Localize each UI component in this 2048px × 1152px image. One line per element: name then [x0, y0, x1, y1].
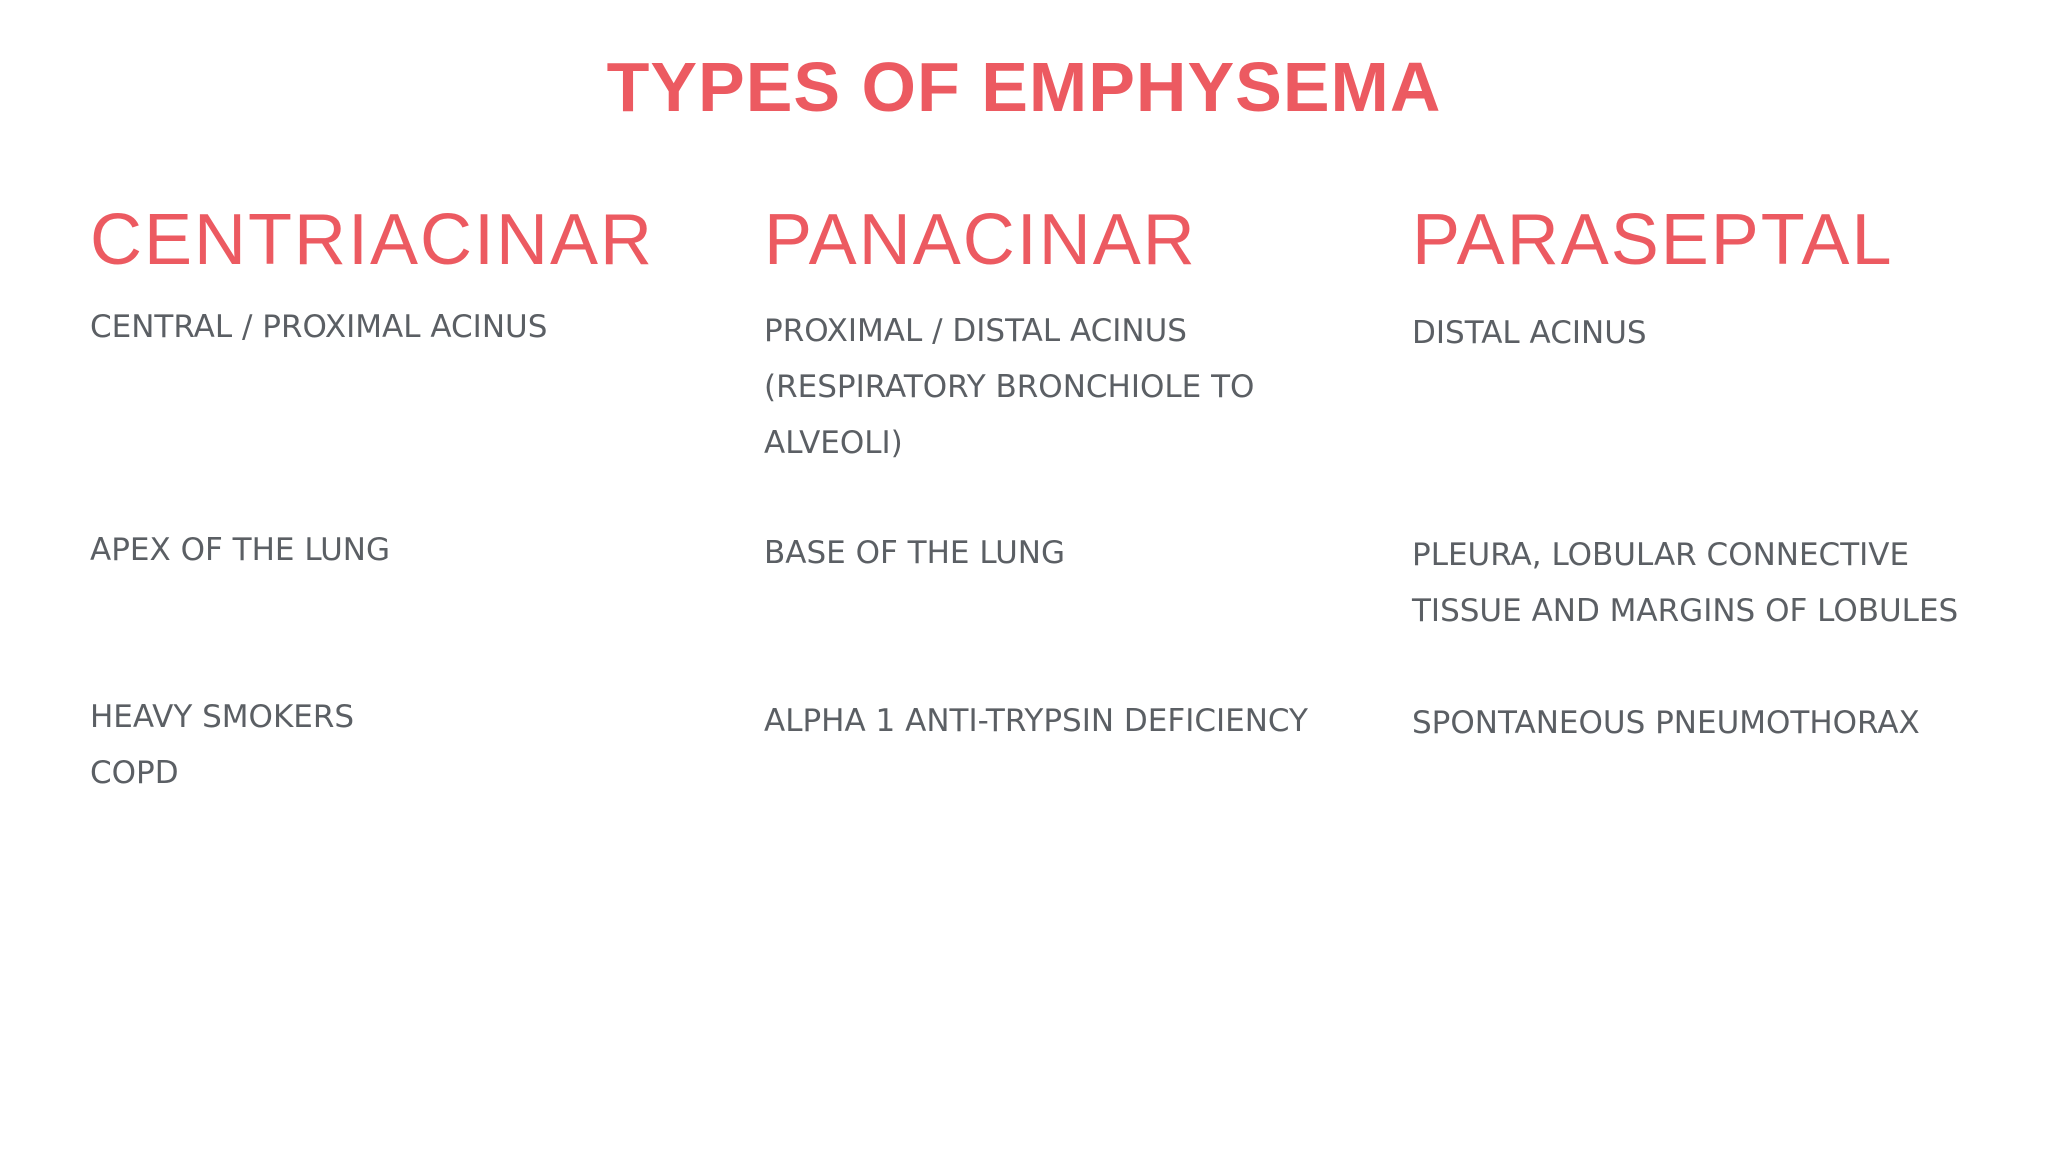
- location-text: [90, 299, 547, 355]
- text-line: COPD: [90, 755, 179, 791]
- location-text: [764, 303, 1254, 471]
- column-heading: CENTRIACINAR: [90, 200, 655, 280]
- text-line: ALVEOLI): [764, 425, 903, 461]
- association-text: [764, 693, 1308, 749]
- association-text: [90, 689, 354, 801]
- text-line: PLEURA, LOBULAR CONNECTIVE: [1412, 537, 1910, 573]
- text-line: (RESPIRATORY BRONCHIOLE TO: [764, 369, 1255, 405]
- slide-title: TYPES OF EMPHYSEMA: [606, 48, 1442, 126]
- region-text: [90, 522, 390, 578]
- location-text: [1412, 305, 1647, 361]
- region-text: [764, 525, 1065, 581]
- column-heading: PANACINAR: [764, 200, 1197, 280]
- text-line: CENTRAL / PROXIMAL ACINUS: [90, 309, 548, 345]
- text-line: DISTAL ACINUS: [1412, 315, 1647, 351]
- text-line: HEAVY SMOKERS: [90, 699, 355, 735]
- text-line: PROXIMAL / DISTAL ACINUS: [764, 313, 1187, 349]
- text-line: ALPHA 1 ANTI-TRYPSIN DEFICIENCY: [764, 703, 1308, 739]
- column-centriacinar: [90, 195, 710, 791]
- text-line: TISSUE AND MARGINS OF LOBULES: [1412, 593, 1959, 629]
- column-paraseptal: [1412, 195, 2032, 741]
- column-heading: PARASEPTAL: [1412, 200, 1894, 280]
- text-line: BASE OF THE LUNG: [764, 535, 1065, 571]
- text-line: APEX OF THE LUNG: [90, 532, 390, 568]
- column-panacinar: [764, 195, 1384, 739]
- association-text: [1412, 695, 1920, 751]
- text-line: SPONTANEOUS PNEUMOTHORAX: [1412, 705, 1920, 741]
- region-text: [1412, 527, 1958, 639]
